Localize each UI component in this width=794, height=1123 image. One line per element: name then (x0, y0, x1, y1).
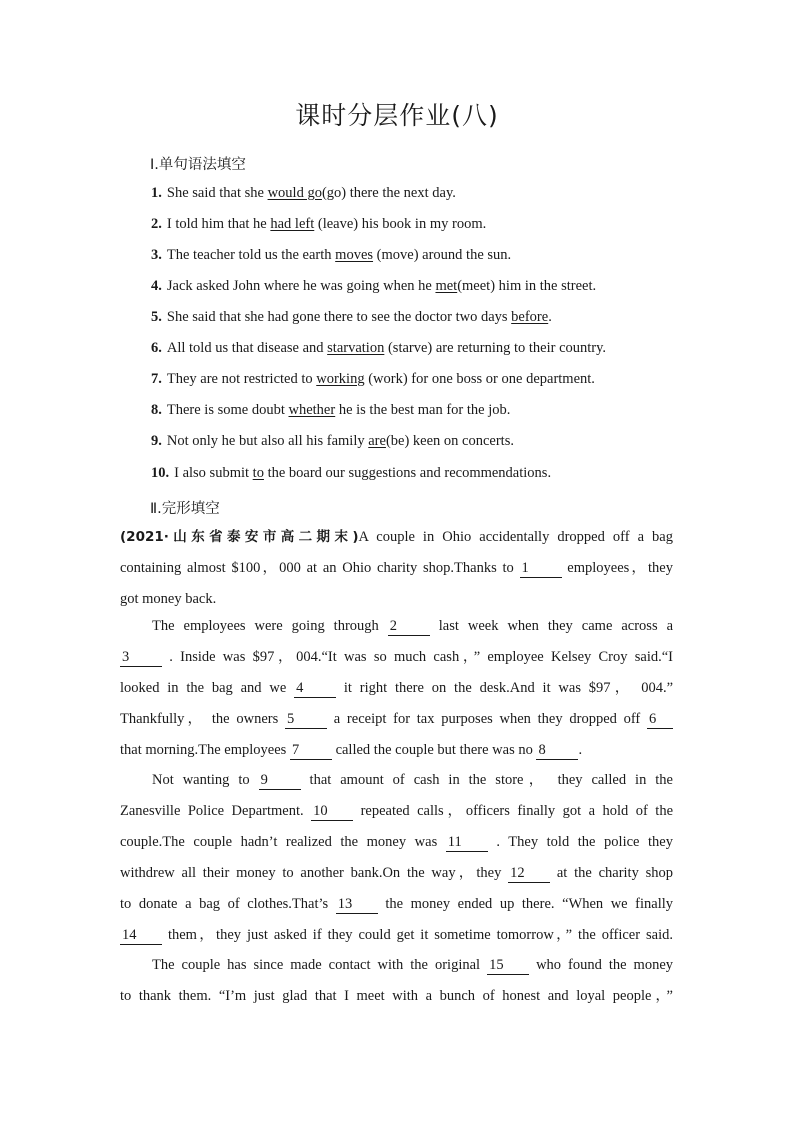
answer-text: are (368, 433, 386, 449)
question-text: (leave) his book in my room. (314, 216, 487, 232)
question-text: There is some doubt (166, 402, 289, 418)
text-run: called the couple but there was no (335, 742, 533, 758)
answer-text: starvation (327, 340, 385, 356)
question-number: 9. (151, 433, 162, 449)
text-run: withdrew all their money to another bank.On the way，they (120, 865, 502, 881)
question-number: 6. (151, 340, 162, 356)
text-run: containing almost $100，000 at an Ohio charity shop.Thanks to (120, 560, 514, 576)
question-text: (move) around the sun. (373, 247, 512, 263)
question-number: 2. (151, 216, 162, 232)
text-run: employees，they (567, 560, 673, 576)
answer-text: before (511, 309, 549, 325)
question-item (151, 340, 606, 357)
question-item (151, 278, 596, 295)
question-number: 4. (151, 278, 162, 294)
blank-7[interactable]: 7 (290, 741, 332, 760)
blank-10[interactable]: 10 (311, 802, 353, 821)
text-run: to donate a bag of clothes.That’s (120, 896, 329, 912)
text-run: Thankfully， the owners (120, 711, 279, 727)
text-run: . They told the police they (496, 834, 673, 850)
blank-15[interactable]: 15 (487, 956, 529, 975)
question-item (151, 309, 552, 326)
question-text: (meet) him in the street. (457, 278, 597, 294)
question-text: She said that she had gone there to see the doctor two days (166, 309, 512, 325)
cloze-paragraph-3 (120, 765, 673, 951)
blank-2[interactable]: 2 (388, 617, 430, 636)
answer-text: moves (335, 247, 374, 263)
answer-text: met (435, 278, 458, 294)
question-text: . (548, 309, 552, 325)
text-run: who found the money (536, 957, 674, 973)
question-text: She said that she (166, 185, 268, 201)
question-item (151, 247, 511, 264)
text-run: last week when they came across a (438, 618, 674, 634)
question-text: Not only he but also all his family (166, 433, 369, 449)
question-number: 5. (151, 309, 162, 325)
text-run: A couple in Ohio accidentally dropped off a bag (358, 529, 673, 545)
section-heading-grammar: Ⅰ.单句语法填空 (150, 157, 246, 173)
text-run: looked in the bag and we (120, 680, 287, 696)
blank-8[interactable]: 8 (536, 741, 578, 760)
blank-4[interactable]: 4 (294, 679, 336, 698)
section-heading-cloze: Ⅱ.完形填空 (150, 501, 220, 517)
text-run: The couple has since made contact with the original (152, 957, 481, 973)
question-text: (starve) are returning to their country. (384, 340, 607, 356)
text-run: The employees were going through (152, 618, 379, 634)
question-number: 8. (151, 402, 162, 418)
question-item (151, 185, 456, 202)
text-run: at the charity shop (556, 865, 673, 881)
question-text: the board our suggestions and recommendations. (263, 465, 552, 481)
answer-text: whether (288, 402, 336, 418)
question-text: he is the best man for the job. (335, 402, 511, 418)
text-run: them，they just asked if they could get it sometime tomorrow，” the officer said. (167, 927, 673, 943)
cloze-paragraph-4 (120, 950, 673, 1012)
text-run: to thank them. “I’m just glad that I meet with a bunch of honest and loyal people，” (120, 988, 673, 1004)
text-run: a receipt for tax purposes when they dropped off (333, 711, 641, 727)
source-label: (2021·山东省泰安市高二期末) (120, 529, 359, 545)
text-run: it right there on the desk.And it was $97， 004.” (343, 680, 674, 696)
question-text: (work) for one boss or one department. (364, 371, 595, 387)
question-item (151, 433, 514, 450)
cloze-paragraph-2 (120, 611, 673, 766)
text-run: Zanesville Police Department. (120, 803, 304, 819)
answer-text: working (316, 371, 365, 387)
blank-1[interactable]: 1 (520, 559, 562, 578)
text-run: repeated calls，officers finally got a hold of the (360, 803, 674, 819)
text-run: . (578, 742, 583, 758)
question-item (151, 371, 595, 388)
question-number: 1. (151, 185, 162, 201)
text-run: that morning.The employees (120, 742, 287, 758)
question-text: The teacher told us the earth (166, 247, 336, 263)
cloze-paragraph-1 (120, 522, 673, 615)
question-text: I also submit (174, 465, 253, 481)
blank-9[interactable]: 9 (259, 771, 301, 790)
text-run: the money ended up there. “When we finally (385, 896, 674, 912)
question-text: (go) there the next day. (321, 185, 456, 201)
question-text: (be) keen on concerts. (385, 433, 514, 449)
question-item (151, 465, 551, 482)
question-item (151, 216, 486, 233)
question-text: I told him that he (166, 216, 271, 232)
question-number: 10. (151, 465, 170, 481)
question-number: 3. (151, 247, 162, 263)
question-text: Jack asked John where he was going when he (166, 278, 436, 294)
text-run: couple.The couple hadn’t realized the money was (120, 834, 438, 850)
question-text: All told us that disease and (166, 340, 328, 356)
answer-text: had left (270, 216, 315, 232)
question-item (151, 402, 510, 419)
blank-13[interactable]: 13 (336, 895, 378, 914)
blank-14[interactable]: 14 (120, 926, 162, 945)
blank-5[interactable]: 5 (285, 710, 327, 729)
text-run: . Inside was $97，004.“It was so much cash，” employee Kelsey Croy said.“I (169, 649, 673, 665)
text-run: got money back. (120, 591, 217, 607)
page-title: 课时分层作业(八) (295, 101, 499, 130)
question-number: 7. (151, 371, 162, 387)
text-run: Not wanting to (152, 772, 250, 788)
answer-text: would go (267, 185, 322, 201)
blank-12[interactable]: 12 (508, 864, 550, 883)
question-text: They are not restricted to (166, 371, 317, 387)
text-run: that amount of cash in the store， they called in the (309, 772, 673, 788)
blank-3[interactable]: 3 (120, 648, 162, 667)
blank-11[interactable]: 11 (446, 833, 488, 852)
answer-text: to (252, 465, 264, 481)
blank-6[interactable]: 6 (647, 710, 673, 729)
